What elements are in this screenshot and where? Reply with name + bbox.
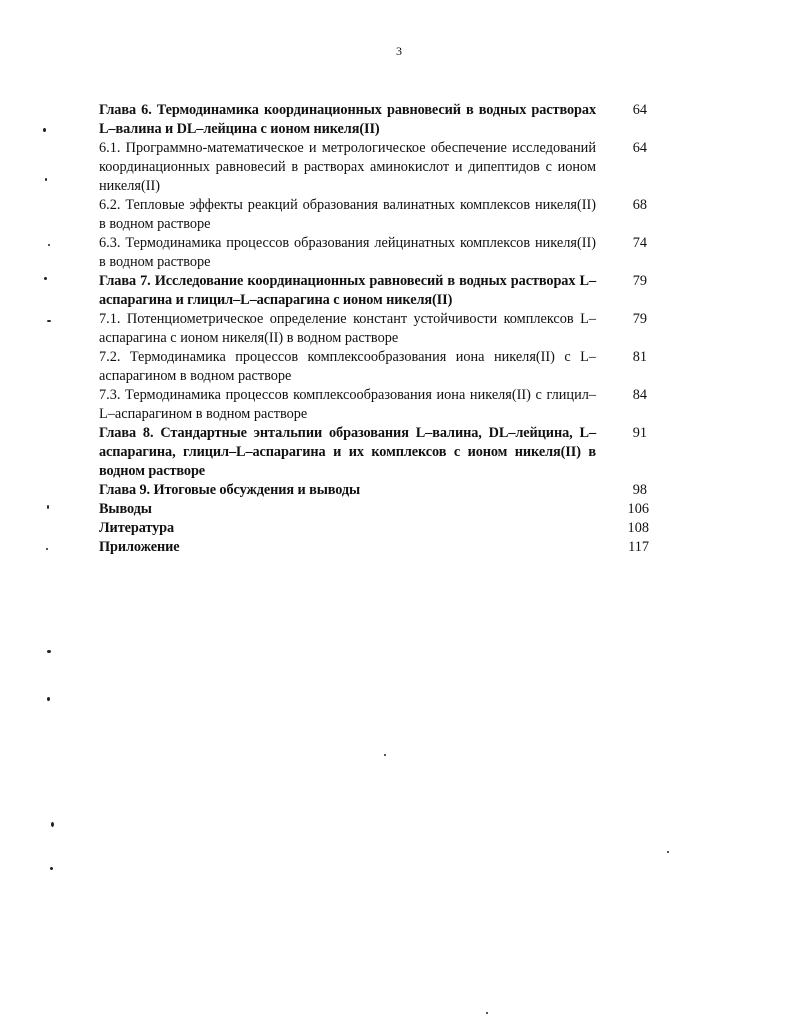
toc-entry-title: 7.1. Потенциометрическое определение констант устойчивости комплексов L–аспарагина с ионом никеля(II) в водном растворе [99,311,596,346]
toc-entry-page: 98 [632,482,647,498]
toc-entry-title: Глава 7. Исследование координационных равновесий в водных растворах L–аспарагина и глицил–L–аспарагина с ионом никеля(II) [99,273,596,308]
toc-entry-title: Приложение [99,539,180,555]
scan-speck [47,697,50,701]
scan-speck [486,1012,488,1014]
toc-entry-chapter-9 [99,481,651,500]
scan-speck [48,244,50,246]
table-of-contents [99,101,651,557]
toc-entry-chapter-8 [99,424,651,481]
scan-speck [47,505,49,509]
toc-entry-title: 7.2. Термодинамика процессов комплексообразования иона никеля(II) с L–аспарагином в водном растворе [99,349,596,384]
toc-entry-title: Выводы [99,501,152,517]
toc-entry-6-1 [99,139,651,196]
toc-entry-references [99,519,651,538]
toc-entry-title: Литература [99,520,175,536]
toc-entry-page: 91 [632,425,647,441]
toc-entry-title: Глава 9. Итоговые обсуждения и выводы [99,482,361,498]
toc-entry-title: 6.1. Программно-математическое и метрологическое обеспечение исследований координационных равновесий в растворах аминокислот и дипептидов с ионом никеля(II) [99,140,596,194]
toc-entry-page: 84 [632,387,647,403]
toc-entry-page: 74 [632,235,647,251]
toc-entry-appendix [99,538,651,557]
toc-entry-page: 81 [632,349,647,365]
page-number: 3 [396,44,402,58]
toc-entry-page: 68 [632,197,647,213]
toc-entry-title: 6.3. Термодинамика процессов образования лейцинатных комплексов никеля(II) в водном растворе [99,235,596,270]
toc-entry-page: 117 [628,539,649,555]
toc-entry-page: 64 [632,102,647,118]
scan-speck [47,650,51,653]
toc-entry-page: 64 [632,140,647,156]
toc-entry-page: 106 [627,501,649,517]
scan-speck [384,754,386,756]
toc-entry-page: 79 [632,273,647,289]
scan-speck [51,822,54,827]
scan-speck [47,320,51,322]
toc-entry-7-3 [99,386,651,424]
toc-entry-chapter-6 [99,101,651,139]
toc-entry-title: Глава 8. Стандартные энтальпии образования L–валина, DL–лейцина, L–аспарагина, глицил–L–аспарагина и их комплексов с ионом никеля(II) в водном растворе [99,425,596,479]
scan-speck [44,277,47,280]
scan-speck [45,178,47,181]
toc-entry-title: 7.3. Термодинамика процессов комплексообразования иона никеля(II) с глицил–L–аспарагином в водном растворе [99,387,596,422]
toc-entry-page: 79 [632,311,647,327]
scan-speck [667,851,669,853]
scan-speck [46,548,48,550]
scan-speck [50,867,53,870]
toc-entry-conclusions [99,500,651,519]
toc-entry-7-1 [99,310,651,348]
toc-entry-6-3 [99,234,651,272]
toc-entry-page: 108 [627,520,649,536]
toc-entry-title: Глава 6. Термодинамика координационных равновесий в водных растворах L–валина и DL–лейцина с ионом никеля(II) [99,102,596,137]
toc-entry-7-2 [99,348,651,386]
toc-entry-title: 6.2. Тепловые эффекты реакций образования валинатных комплексов никеля(II) в водном растворе [99,197,596,232]
scan-speck [43,128,46,132]
toc-entry-6-2 [99,196,651,234]
toc-entry-chapter-7 [99,272,651,310]
